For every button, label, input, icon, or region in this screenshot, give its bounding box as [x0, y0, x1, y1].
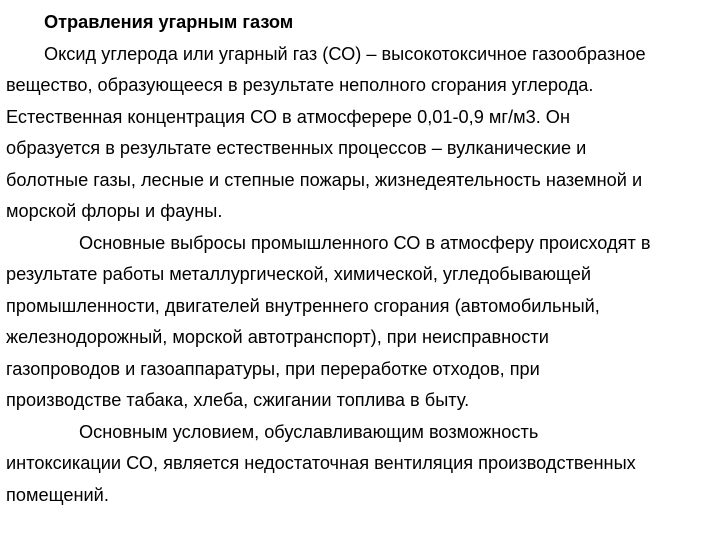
paragraph-3-line-1: Основным условием, обуславливающим возможность	[79, 422, 539, 442]
paragraph-1-line-1: Оксид углерода или угарный газ (СО) – высокотоксичное газообразное	[44, 44, 646, 64]
paragraph-2-line-6: производстве табака, хлеба, сжигании топлива в быту.	[6, 390, 470, 410]
paragraph-2-line-3: промышленности, двигателей внутреннего сгорания (автомобильный,	[6, 296, 600, 316]
paragraph-3-line-3: помещений.	[6, 485, 109, 505]
paragraph-3-line-2: интоксикации СО, является недостаточная вентиляция производственных	[6, 453, 636, 473]
paragraph-1-line-3: Естественная концентрация СО в атмосферере 0,01-0,9 мг/м3. Он	[6, 107, 570, 127]
paragraph-1-line-4: образуется в результате естественных процессов – вулканические и	[6, 138, 587, 158]
paragraph-1-line-5: болотные газы, лесные и степные пожары, жизнедеятельность наземной и	[6, 170, 643, 190]
document-title: Отравления угарным газом	[44, 12, 294, 32]
paragraph-1-line-6: морской флоры и фауны.	[6, 201, 223, 221]
paragraph-2-line-5: газопроводов и газоаппаратуры, при переработке отходов, при	[6, 359, 540, 379]
paragraph-2-line-4: железнодорожный, морской автотранспорт), при неисправности	[6, 327, 549, 347]
paragraph-2-line-1: Основные выбросы промышленного СО в атмосферу происходят в	[79, 233, 651, 253]
paragraph-2-line-2: результате работы металлургической, химической, угледобывающей	[6, 264, 592, 284]
paragraph-1-line-2: вещество, образующееся в результате неполного сгорания углерода.	[6, 75, 594, 95]
